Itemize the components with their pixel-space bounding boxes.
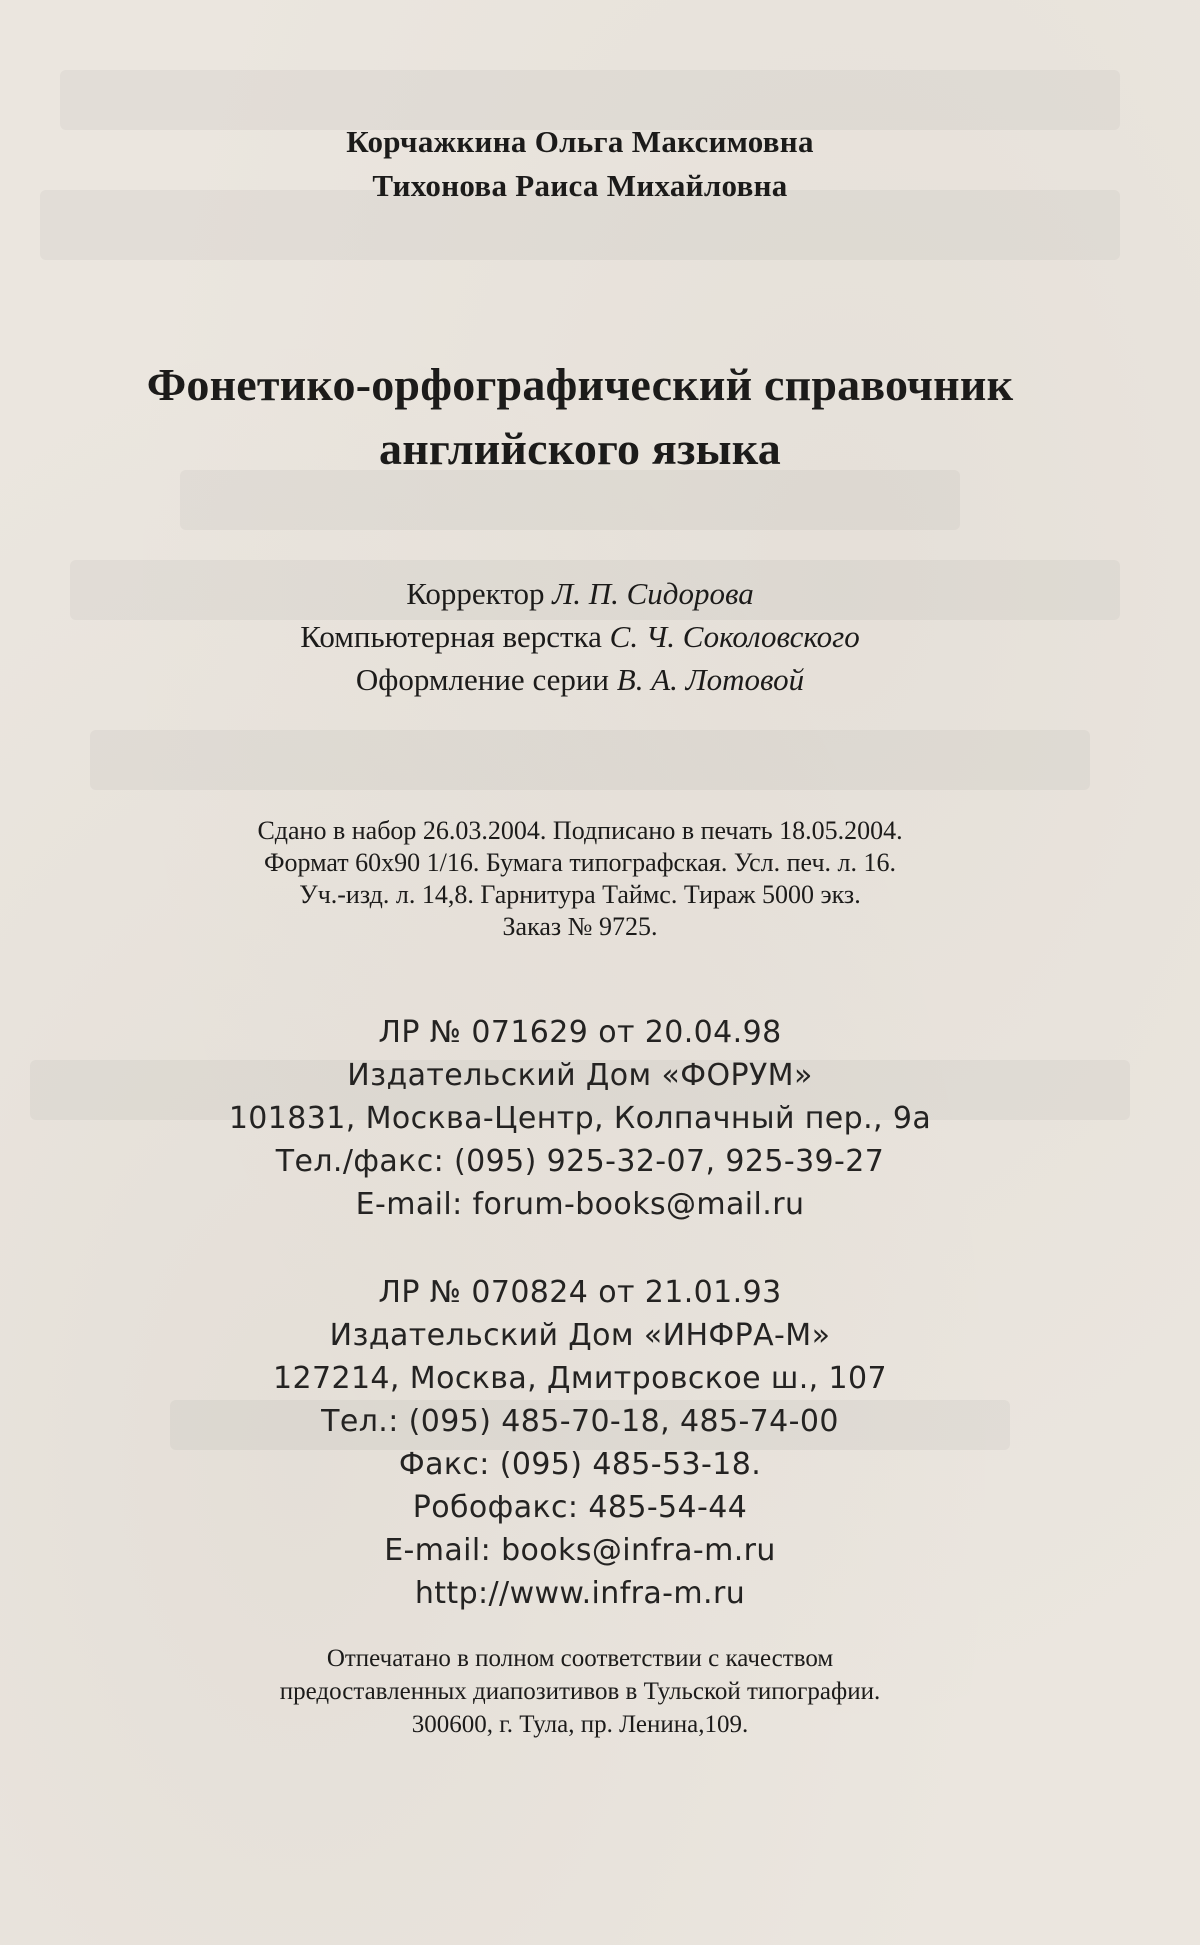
show-through-band [60, 70, 1120, 130]
publisher-infra-line: Факс: (095) 485-53-18. [398, 1447, 762, 1482]
author-name: Корчажкина Ольга Максимовна [346, 124, 814, 159]
show-through-band [180, 470, 960, 530]
print-spec-line: Заказ № 9725. [502, 912, 658, 941]
print-spec-line: Сдано в набор 26.03.2004. Подписано в печать 18.05.2004. [257, 816, 903, 845]
publisher-forum-line: Издательский Дом «ФОРУМ» [347, 1058, 813, 1093]
printer-line: 300600, г. Тула, пр. Ленина,109. [411, 1711, 749, 1738]
publisher-infra-line: Издательский Дом «ИНФРА-М» [329, 1318, 831, 1353]
credit-line [0, 576, 1160, 612]
credit-role: Компьютерная верстка [300, 619, 602, 654]
credit-role: Оформление серии [355, 662, 610, 697]
publisher-infra-line: ЛР № 070824 от 21.01.93 [378, 1275, 782, 1310]
publisher-infra-line: E-mail: books@infra-m.ru [384, 1533, 776, 1568]
publisher-infra-line: Тел.: (095) 485-70-18, 485-74-00 [321, 1404, 839, 1439]
author-name: Тихонова Раиса Михайловна [372, 168, 788, 203]
publisher-forum-line: ЛР № 071629 от 20.04.98 [378, 1015, 782, 1050]
printer-line: предоставленных диапозитивов в Тульской типографии. [279, 1678, 881, 1705]
publisher-forum-line: E-mail: forum-books@mail.ru [355, 1187, 805, 1222]
publisher-infra-line: Робофакс: 485-54-44 [412, 1490, 748, 1525]
print-spec-line: Формат 60x90 1/16. Бумага типографская. Усл. печ. л. 16. [263, 848, 896, 877]
credit-line [0, 662, 1160, 698]
publisher-forum-line: 101831, Москва-Центр, Колпачный пер., 9а [228, 1101, 932, 1136]
book-title: английского языка [379, 423, 781, 474]
credit-role: Корректор [406, 576, 545, 611]
show-through-band [90, 730, 1090, 790]
publisher-infra-line: 127214, Москва, Дмитровское ш., 107 [273, 1361, 887, 1396]
print-spec-line: Уч.-изд. л. 14,8. Гарнитура Таймс. Тираж 5000 экз. [299, 880, 861, 909]
credit-person: Л. П. Сидорова [552, 576, 754, 611]
credit-person: В. А. Лотовой [616, 662, 805, 697]
credit-person: С. Ч. Соколовского [609, 619, 860, 654]
printer-line: Отпечатано в полном соответствии с качеством [326, 1645, 834, 1672]
credit-line [0, 619, 1160, 655]
publisher-infra-line: http://www.infra-m.ru [414, 1576, 746, 1611]
book-title: Фонетико-орфографический справочник [146, 359, 1014, 410]
publisher-forum-line: Тел./факс: (095) 925-32-07, 925-39-27 [275, 1144, 885, 1179]
